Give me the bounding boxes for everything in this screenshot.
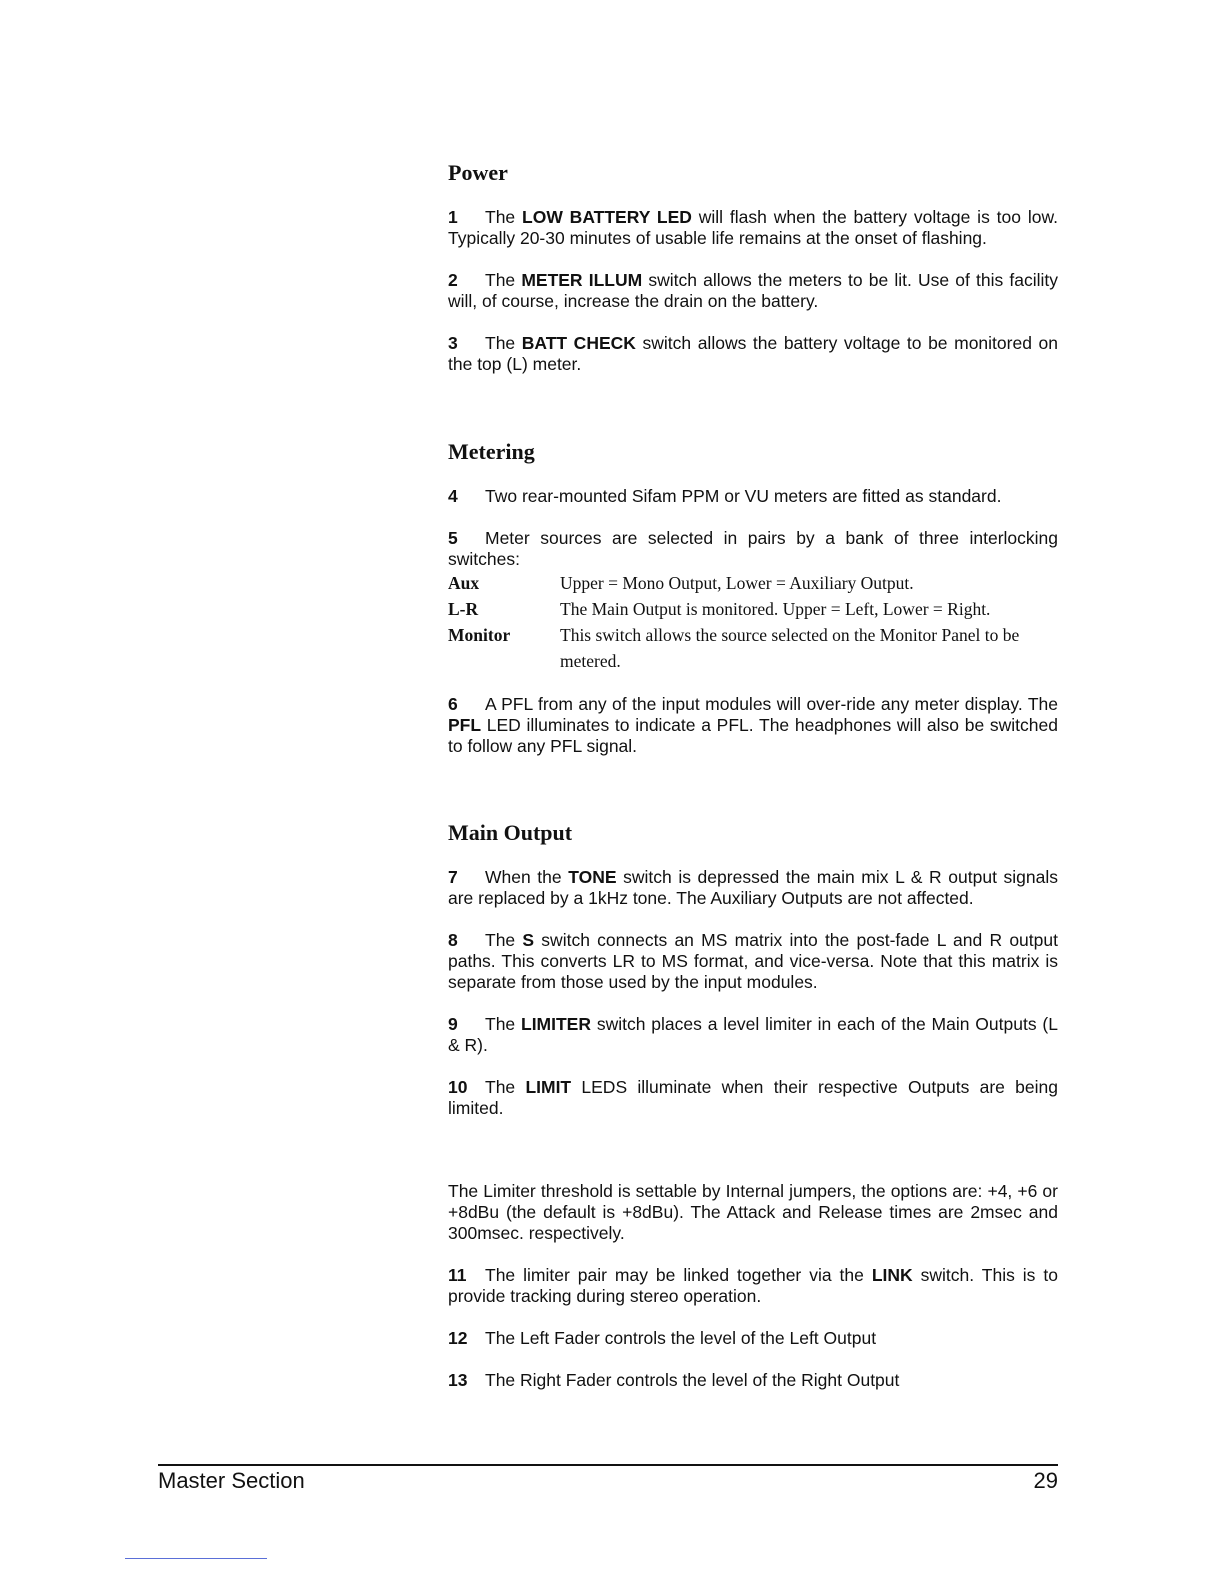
- item-2: 2 The METER ILLUM switch allows the meters to be lit. Use of this facility will, of course, increase the drain on the battery.: [448, 270, 1058, 311]
- scan-artifact-line: [125, 1558, 267, 1559]
- item-5: 5 Meter sources are selected in pairs by a bank of three interlocking switches:: [448, 528, 1058, 569]
- page-content: [448, 158, 1058, 1391]
- item-9: 9 The LIMITER switch places a level limiter in each of the Main Outputs (L & R).: [448, 1014, 1058, 1055]
- item-10: 10 The LIMIT LEDS illuminate when their respective Outputs are being limited.: [448, 1077, 1058, 1118]
- item-1: 1 The LOW BATTERY LED will flash when the battery voltage is too low. Typically 20-30 minutes of usable life remains at the onset of flashing.: [448, 207, 1058, 248]
- item-12: 12 The Left Fader controls the level of the Left Output: [448, 1328, 877, 1348]
- item-3: 3 The BATT CHECK switch allows the battery voltage to be monitored on the top (L) meter.: [448, 333, 1058, 374]
- item-13: 13 The Right Fader controls the level of the Right Output: [448, 1370, 900, 1390]
- heading-metering: Metering: [448, 439, 535, 464]
- item-11: 11 The limiter pair may be linked together via the LINK switch. This is to provide tracking during stereo operation.: [448, 1265, 1058, 1306]
- footer-divider: [158, 1464, 1058, 1466]
- footer-page-number: 29: [1033, 1468, 1058, 1493]
- item-6: 6 A PFL from any of the input modules will over-ride any meter display. The PFL LED illuminates to indicate a PFL. The headphones will also be switched to follow any PFL signal.: [448, 694, 1058, 756]
- table-row: Aux Upper = Mono Output, Lower = Auxiliary Output.: [448, 573, 914, 593]
- table-row: Monitor This switch allows the source selected on the Monitor Panel to be metered.: [448, 625, 1020, 671]
- heading-power: Power: [448, 160, 508, 185]
- heading-main-output: Main Output: [448, 820, 573, 845]
- limiter-note: The Limiter threshold is settable by Internal jumpers, the options are: +4, +6 or +8dBu (the default is +8dBu). The Attack and Release times are 2msec and 300msec. respectively.: [448, 1181, 1058, 1243]
- item-7: 7 When the TONE switch is depressed the main mix L & R output signals are replaced by a 1kHz tone. The Auxiliary Outputs are not affected.: [448, 867, 1058, 908]
- item-4: 4 Two rear-mounted Sifam PPM or VU meters are fitted as standard.: [448, 486, 1002, 506]
- item-8: 8 The S switch connects an MS matrix into the post-fade L and R output paths. This converts LR to MS format, and vice-versa. Note that this matrix is separate from those used by the input modules.: [448, 930, 1058, 992]
- meter-source-table: [448, 570, 1058, 674]
- footer-section-title: Master Section: [158, 1468, 305, 1493]
- table-row: L-R The Main Output is monitored. Upper = Left, Lower = Right.: [448, 599, 991, 619]
